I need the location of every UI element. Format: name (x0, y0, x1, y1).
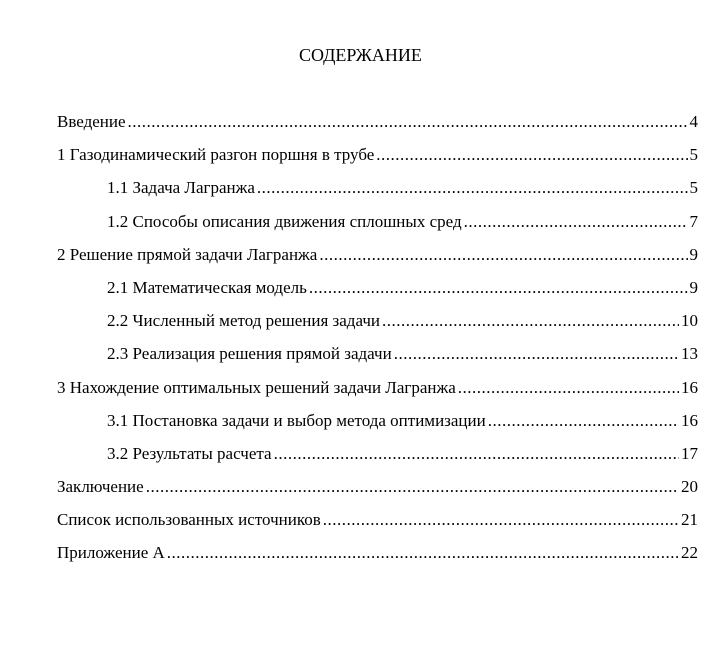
table-of-contents (57, 112, 698, 577)
toc-entry-label: 2 Решение прямой задачи Лагранжа (57, 244, 318, 264)
toc-entry[interactable] (57, 145, 698, 178)
toc-entry-page: 13 (681, 344, 698, 364)
toc-entry-label: 1.2 Способы описания движения сплошных сред (107, 211, 462, 231)
toc-entry[interactable] (57, 477, 698, 510)
toc-entry[interactable] (57, 245, 698, 278)
toc-entry-page: 4 (689, 112, 698, 131)
toc-entry-page: 5 (689, 178, 698, 198)
toc-entry-label: Список использованных источников (57, 510, 321, 530)
dot-leader (146, 477, 679, 497)
dot-leader (394, 344, 679, 364)
toc-entry[interactable] (57, 510, 698, 543)
toc-entry[interactable] (57, 411, 698, 444)
page-title: СОДЕРЖАНИЕ (299, 45, 422, 65)
toc-entry-label: Заключение (57, 477, 144, 497)
toc-entry-page: 16 (681, 410, 698, 430)
dot-leader (458, 378, 679, 398)
toc-entry-label: 3.2 Результаты расчета (107, 443, 272, 463)
dot-leader (167, 543, 679, 563)
toc-entry[interactable] (57, 212, 698, 245)
toc-entry-label: 2.1 Математическая модель (107, 277, 307, 297)
dot-leader (274, 444, 679, 464)
toc-entry-page: 17 (681, 443, 698, 463)
toc-entry-label: 3.1 Постановка задачи и выбор метода оптимизации (107, 410, 486, 430)
dot-leader (257, 178, 688, 198)
toc-entry-page: 7 (689, 211, 698, 231)
toc-entry-page: 10 (681, 311, 698, 331)
toc-entry[interactable] (57, 444, 698, 477)
dot-leader (464, 212, 688, 232)
dot-leader (319, 245, 687, 265)
toc-entry-label: 2.2 Численный метод решения задачи (107, 311, 380, 331)
toc-entry-label: 3 Нахождение оптимальных решений задачи Лагранжа (57, 377, 456, 397)
toc-entry[interactable] (57, 543, 698, 576)
toc-entry-label: Приложение А (57, 543, 165, 563)
dot-leader (128, 112, 688, 132)
toc-entry-page: 22 (681, 543, 698, 563)
toc-entry-label: 2.3 Реализация решения прямой задачи (107, 344, 392, 364)
toc-entry[interactable] (57, 344, 698, 377)
toc-entry-page: 16 (681, 377, 698, 397)
dot-leader (488, 411, 679, 431)
toc-entry-page: 20 (681, 477, 698, 497)
dot-leader (309, 278, 688, 298)
toc-entry[interactable] (57, 378, 698, 411)
toc-entry-page: 9 (689, 244, 698, 264)
toc-entry[interactable] (57, 311, 698, 344)
toc-entry-page: 9 (689, 277, 698, 297)
dot-leader (376, 145, 687, 165)
toc-entry[interactable] (57, 278, 698, 311)
toc-entry-label: 1 Газодинамический разгон поршня в трубе (57, 145, 375, 165)
toc-entry[interactable] (57, 178, 698, 211)
toc-entry-page: 21 (681, 510, 698, 530)
toc-entry-label: 1.1 Задача Лагранжа (107, 178, 255, 198)
toc-entry-label: Введение (57, 112, 126, 131)
dot-leader (323, 510, 679, 530)
toc-entry-page: 5 (689, 145, 698, 165)
dot-leader (382, 311, 679, 331)
toc-entry[interactable] (57, 112, 698, 145)
